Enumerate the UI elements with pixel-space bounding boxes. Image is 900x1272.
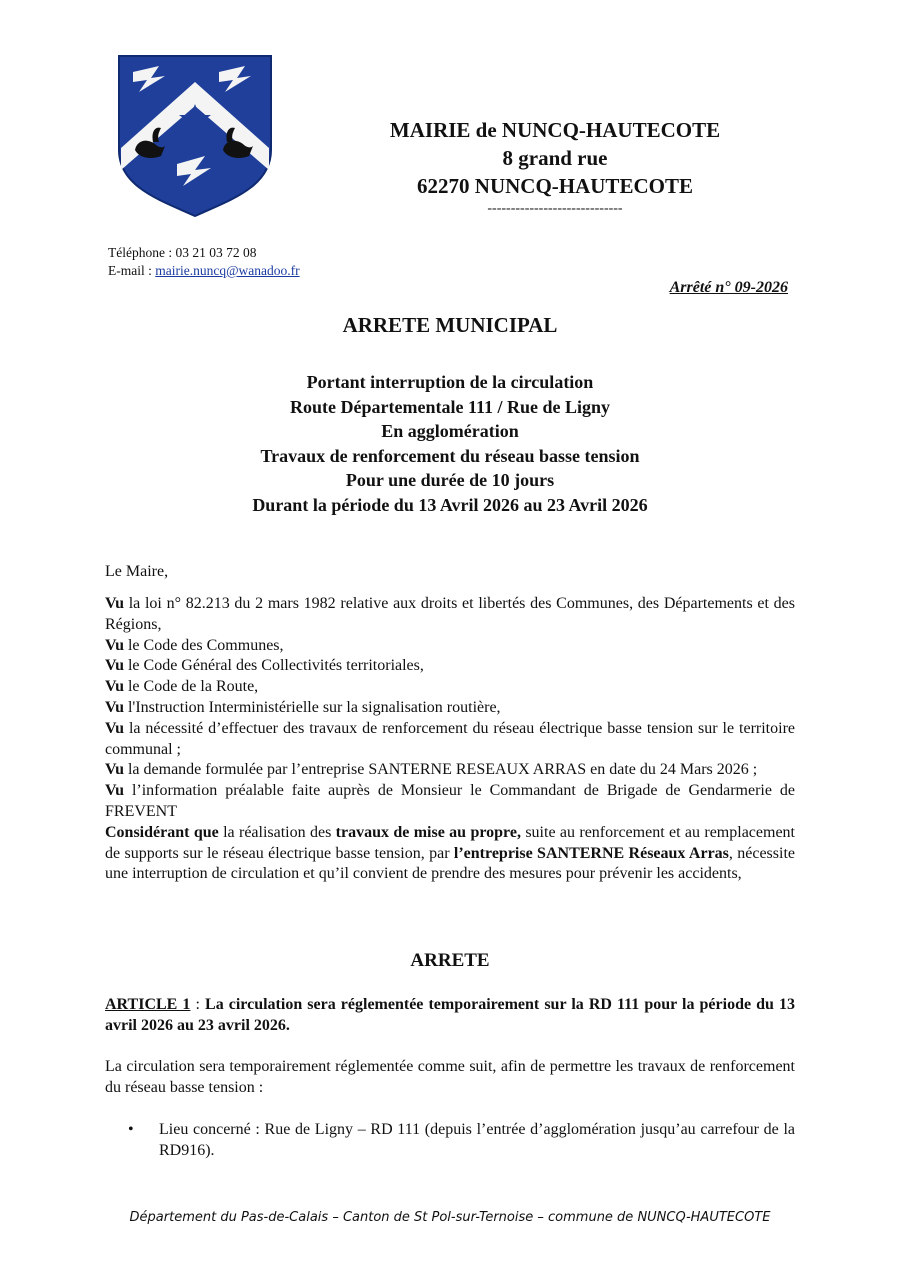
bullet-icon: • (128, 1121, 134, 1138)
subtitle-line: Travaux de renforcement du réseau basse tension (260, 445, 640, 466)
considerant-paragraph: Considérant que la réalisation des travaux de mise au propre, suite au renforcement et au remplacement de supports sur le réseau électrique basse tension, par l’entreprise SANTERNE Réseaux Arras, nécessite une interruption de circulation et qu’il convient de prendre des mesures pour prévenir les accidents, (105, 823, 795, 883)
mairie-header (350, 116, 760, 216)
phone-number: 03 21 03 72 08 (175, 245, 257, 260)
vu-keyword: Vu (105, 719, 124, 737)
visa-item: Vu le Code des Communes, (105, 636, 284, 654)
circulation-paragraph: La circulation sera temporairement réglementée comme suit, afin de permettre les travaux de renforcement du réseau basse tension : (105, 1058, 795, 1096)
phone-label: Téléphone : (108, 245, 176, 260)
visa-item: Vu la nécessité d’effectuer des travaux de renforcement du réseau électrique basse tension sur le territoire communal ; (105, 719, 796, 758)
subtitle-line: Pour une durée de 10 jours (345, 470, 555, 490)
visa-item: Vu l'Instruction Interministérielle sur la signalisation routière, (105, 698, 501, 716)
salutation: Le Maire, (105, 563, 169, 580)
visa-item: Vu la loi n° 82.213 du 2 mars 1982 relative aux droits et libertés des Communes, des Départements et des Régions, (105, 595, 795, 633)
visa-item: Vu le Code de la Route, (105, 678, 259, 696)
list-item (128, 1120, 795, 1162)
document-title: ARRETE MUNICIPAL (342, 313, 558, 337)
phone-line (108, 244, 300, 262)
mairie-city: 62270 NUNCQ-HAUTECOTE (417, 174, 693, 198)
header-separator: ----------------------------- (487, 201, 623, 216)
vu-keyword: Vu (105, 636, 124, 654)
email-line (108, 262, 300, 280)
subtitle-line: Portant interruption de la circulation (306, 372, 594, 392)
vu-keyword: Vu (105, 657, 124, 675)
article-text: La circulation sera réglementée temporairement sur la RD 111 pour la période du 13 avril 2026 au 23 avril 2026. (105, 996, 796, 1034)
email-link[interactable]: mairie.nuncq@wanadoo.fr (155, 263, 300, 278)
subtitle-block (0, 370, 900, 517)
vu-keyword: Vu (105, 782, 124, 800)
subtitle-line: Durant la période du 13 Avril 2026 au 23 Avril 2026 (252, 494, 648, 515)
arrete-number: Arrêté n° 09-2026 (669, 279, 788, 296)
email-label: E-mail : (108, 263, 156, 278)
visa-list (105, 594, 795, 885)
bullet-text: Lieu concerné : Rue de Ligny – RD 111 (depuis l’entrée d’agglomération jusqu’au carrefour de la RD916). (159, 1121, 795, 1159)
article-1: ARTICLE 1 : La circulation sera réglementée temporairement sur la RD 111 pour la période du 13 avril 2026 au 23 avril 2026. (105, 996, 796, 1034)
mairie-street: 8 grand rue (502, 146, 608, 170)
vu-keyword: Vu (105, 761, 124, 779)
subtitle-line: En agglomération (381, 421, 519, 441)
vu-keyword: Vu (105, 698, 124, 716)
arrete-section-heading: ARRETE (410, 950, 490, 971)
visa-item: Vu le Code Général des Collectivités territoriales, (105, 657, 424, 675)
visa-item: Vu l’information préalable faite auprès de Monsieur le Commandant de Brigade de Gendarmerie de FREVENT (105, 782, 796, 820)
mairie-name: MAIRIE de NUNCQ-HAUTECOTE (389, 118, 721, 142)
vu-keyword: Vu (105, 595, 124, 612)
subtitle-line: Route Départementale 111 / Rue de Ligny (290, 396, 610, 417)
contact-block (108, 244, 300, 280)
vu-keyword: Vu (105, 678, 124, 696)
page-footer: Département du Pas-de-Calais – Canton de St Pol-sur-Ternoise – commune de NUNCQ-HAUTECOTE (129, 1210, 771, 1225)
coat-of-arms-logo (115, 52, 275, 218)
visa-item: Vu la demande formulée par l’entreprise SANTERNE RESEAUX ARRAS en date du 24 Mars 2026 ; (105, 761, 758, 779)
article-label: ARTICLE 1 (105, 996, 191, 1013)
